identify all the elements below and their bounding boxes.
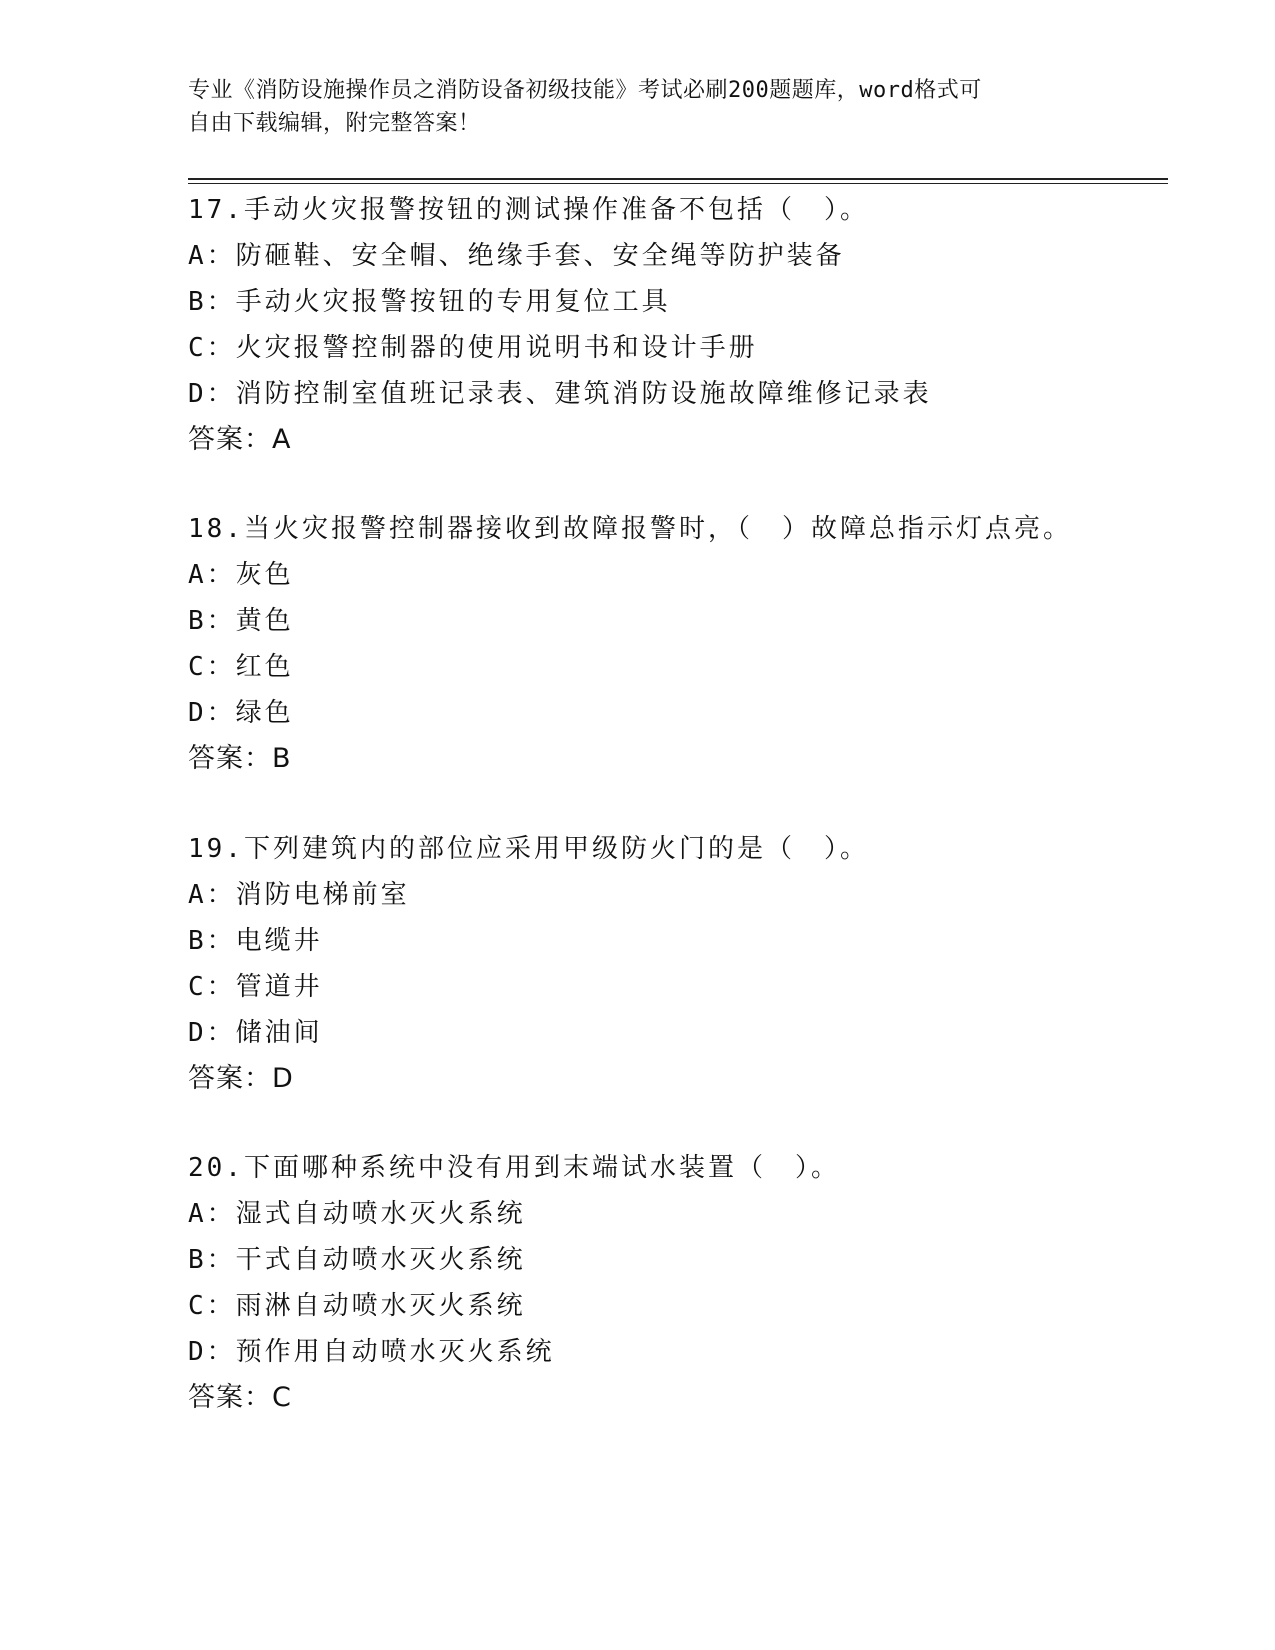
header-line-2: 自由下载编辑，附完整答案！ (188, 111, 481, 136)
question-stem: 20.下面哪种系统中没有用到末端试水装置（ ）。 (188, 1153, 840, 1183)
question-19 (188, 826, 1148, 1102)
option-d: D：消防控制室值班记录表、建筑消防设施故障维修记录表 (188, 379, 932, 409)
answer-line: 答案：C (188, 1382, 292, 1413)
question-17 (188, 187, 1148, 463)
answer-line: 答案：B (188, 743, 292, 774)
header-divider-thin (188, 183, 1168, 184)
option-c: C：雨淋自动喷水灭火系统 (188, 1291, 526, 1321)
header-divider-thick (188, 178, 1168, 180)
option-b: B：黄色 (188, 606, 294, 636)
option-d: D：储油间 (188, 1018, 323, 1048)
option-a: A：湿式自动喷水灭火系统 (188, 1199, 526, 1229)
header-line-1: 专业《消防设施操作员之消防设备初级技能》考试必刷200题题库，word格式可 (188, 78, 982, 103)
question-18 (188, 506, 1148, 782)
question-20 (188, 1145, 1148, 1421)
option-b: B：干式自动喷水灭火系统 (188, 1245, 526, 1275)
document-header (188, 74, 1088, 140)
option-b: B：电缆井 (188, 926, 323, 956)
option-a: A：消防电梯前室 (188, 880, 410, 910)
question-stem: 19.下列建筑内的部位应采用甲级防火门的是（ ）。 (188, 834, 869, 864)
option-d: D：预作用自动喷水灭火系统 (188, 1337, 555, 1367)
option-b: B：手动火灾报警按钮的专用复位工具 (188, 287, 671, 317)
option-d: D：绿色 (188, 698, 294, 728)
question-stem: 18.当火灾报警控制器接收到故障报警时，（ ）故障总指示灯点亮。 (188, 514, 1072, 544)
answer-line: 答案：D (188, 1063, 294, 1094)
answer-line: 答案：A (188, 424, 292, 455)
option-a: A：灰色 (188, 560, 294, 590)
option-a: A：防砸鞋、安全帽、绝缘手套、安全绳等防护装备 (188, 241, 845, 271)
option-c: C：火灾报警控制器的使用说明书和设计手册 (188, 333, 758, 363)
question-stem: 17.手动火灾报警按钮的测试操作准备不包括（ ）。 (188, 195, 869, 225)
option-c: C：管道井 (188, 972, 323, 1002)
option-c: C：红色 (188, 652, 294, 682)
